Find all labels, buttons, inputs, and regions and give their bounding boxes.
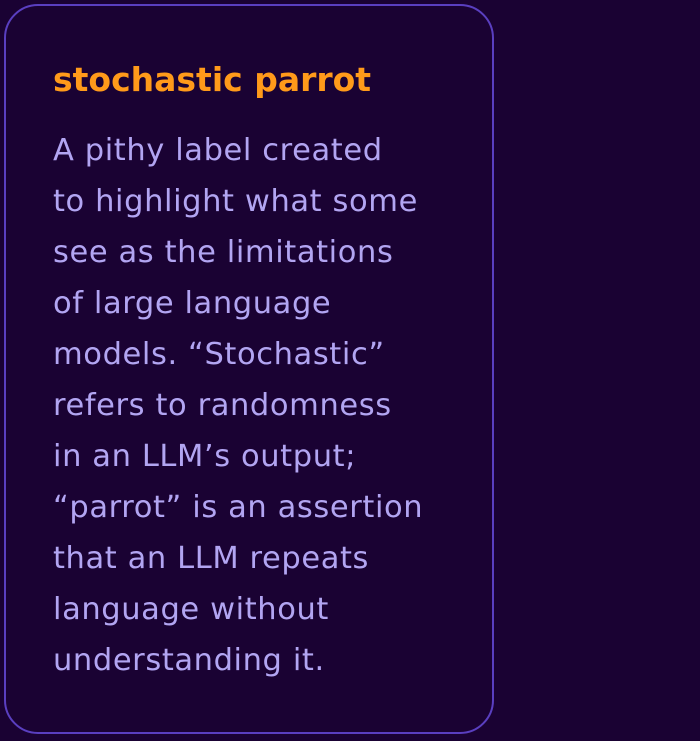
definition-line: refers to randomness <box>53 388 392 423</box>
definition-line: A pithy label created <box>53 133 383 168</box>
definition-line: “parrot” is an assertion <box>53 490 424 525</box>
definition-line: see as the limitations <box>53 235 394 270</box>
definition-line: language without <box>53 592 329 627</box>
definition-line: in an LLM’s output; <box>53 439 357 474</box>
definition-line: to highlight what some <box>53 184 418 219</box>
definition-line: of large language <box>53 286 332 321</box>
definition-line: models. “Stochastic” <box>53 337 385 372</box>
term-title: stochastic parrot <box>53 60 372 99</box>
term-definition <box>53 125 423 686</box>
definition-line: understanding it. <box>53 643 325 678</box>
definition-line: that an LLM repeats <box>53 541 370 576</box>
definition-card <box>4 4 494 734</box>
